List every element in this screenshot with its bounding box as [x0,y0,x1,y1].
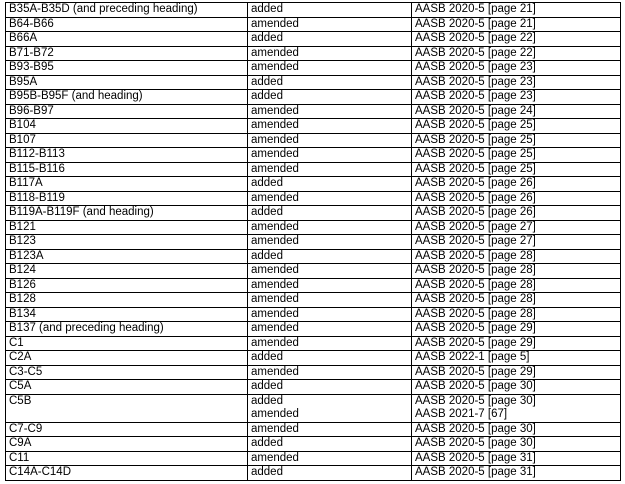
provision-cell: B107 [6,133,248,148]
amending-standard-text: AASB 2020-5 [page 30] [415,437,536,449]
amending-standard-text: AASB 2020-5 [page 23] [415,75,536,88]
provision-cell: B123A [6,249,248,264]
change-type-cell [248,394,412,422]
change-type-text: amended [251,61,299,73]
table-row [6,46,621,61]
provision-cell: C11 [6,451,248,466]
change-type-cell [248,133,412,148]
table-row [6,220,621,235]
change-type-cell [248,191,412,206]
table-row [6,278,621,293]
change-type-text: amended [251,46,299,59]
change-type-text: added [251,32,283,44]
amending-standard-cell [412,351,621,366]
amending-standard-cell [412,278,621,293]
amending-standard-cell [412,422,621,437]
change-type-text: added [251,206,283,218]
change-type-cell [248,249,412,264]
amending-standard-text: AASB 2022-1 [page 5] [415,351,530,363]
change-type-text: amended [251,17,299,30]
change-type-text: amended [251,336,299,349]
change-type-cell [248,61,412,76]
amending-standard-cell [412,249,621,264]
amending-standard-cell [412,394,621,422]
table-row [6,90,621,105]
provision-cell: B35A-B35D (and preceding heading) [6,3,248,18]
amending-standard-cell [412,177,621,192]
table-row [6,249,621,264]
amending-standard-cell [412,32,621,47]
change-type-text: amended [251,451,299,464]
amending-standard-text: AASB 2020-5 [page 26] [415,206,536,218]
change-type-text: amended [251,422,299,435]
change-type-text: added [251,466,283,478]
provision-cell: B64-B66 [6,17,248,32]
change-type-text: amended [251,148,299,160]
table-row [6,104,621,119]
provision-cell: B119A-B119F (and heading) [6,206,248,221]
amending-standard-text: AASB 2020-5 [page 22] [415,32,536,44]
provision-cell: B95B-B95F (and heading) [6,90,248,105]
amending-standard-cell [412,451,621,466]
change-type-text: amended [251,293,299,305]
amending-standard-cell [412,235,621,250]
change-type-text: added [251,75,283,88]
amending-standard-text: AASB 2020-5 [page 31] [415,466,536,478]
amending-standard-text: AASB 2020-5 [page 31] [415,451,536,464]
amending-standard-cell [412,133,621,148]
change-type-text: amended [251,133,299,146]
provision-cell: B71-B72 [6,46,248,61]
provision-cell: B121 [6,220,248,235]
provision-cell: C1 [6,336,248,351]
amending-standard-text: AASB 2020-5 [page 21] [415,3,536,15]
provision-cell: B118-B119 [6,191,248,206]
change-type-cell [248,90,412,105]
amending-standard-cell [412,206,621,221]
amending-standard-text: AASB 2020-5 [page 29] [415,322,536,334]
provision-cell: C7-C9 [6,422,248,437]
change-type-cell [248,17,412,32]
table-row [6,351,621,366]
amending-standard-text: AASB 2020-5 [page 28] [415,249,536,262]
provision-cell: B115-B116 [6,162,248,177]
amending-standard-cell [412,466,621,481]
change-type-cell [248,206,412,221]
table-row [6,380,621,395]
change-type-text: amended [251,162,299,175]
amending-standard-text: AASB 2020-5 [page 25] [415,148,536,160]
change-type-text: amended [251,307,299,320]
amending-standard-text: AASB 2020-5 [page 26] [415,191,536,204]
change-type-cell [248,380,412,395]
provision-cell: C5B [6,394,248,422]
amending-standard-text: AASB 2020-5 [page 29] [415,365,536,378]
amending-standard-text: AASB 2020-5 [page 30] [415,422,536,435]
amending-standard-text: AASB 2020-5 [page 21] [415,17,536,30]
amending-standard-text: AASB 2020-5 [page 22] [415,46,536,59]
provision-cell: B128 [6,293,248,308]
change-type-cell [248,148,412,163]
table-row [6,177,621,192]
amending-standard-cell [412,46,621,61]
change-type-text: amended [251,322,299,334]
amending-standard-text: AASB 2020-5 [page 28] [415,307,536,320]
amending-standard-text: AASB 2020-5 [page 25] [415,133,536,146]
change-type-text: amended [251,365,299,378]
amending-standard-text: AASB 2020-5 [page 26] [415,177,536,189]
change-type-cell [248,322,412,337]
provision-cell: B137 (and preceding heading) [6,322,248,337]
provision-cell: B123 [6,235,248,250]
change-type-cell [248,466,412,481]
table-row [6,336,621,351]
change-type-text: added [251,380,283,392]
change-type-text: amended [251,408,299,420]
amending-standard-cell [412,162,621,177]
table-row [6,148,621,163]
table-row [6,133,621,148]
amending-standard-text: AASB 2020-5 [page 24] [415,104,536,117]
amending-standard-cell [412,322,621,337]
amending-standard-cell [412,336,621,351]
table-row [6,394,621,422]
amending-standard-cell [412,119,621,134]
provision-cell: B117A [6,177,248,192]
change-type-cell [248,75,412,90]
change-type-text: amended [251,191,299,204]
change-type-cell [248,307,412,322]
change-type-cell [248,235,412,250]
change-type-text: amended [251,119,299,131]
amending-standard-text: AASB 2020-5 [page 27] [415,220,536,233]
provision-cell: C9A [6,437,248,452]
table-row [6,422,621,437]
provision-cell: C5A [6,380,248,395]
table-row [6,437,621,452]
table-row [6,162,621,177]
amending-standard-cell [412,61,621,76]
provision-cell: C2A [6,351,248,366]
provision-cell: B134 [6,307,248,322]
amending-standard-cell [412,264,621,279]
amending-standard-text: AASB 2020-5 [page 30] [415,394,536,407]
provision-cell: B112-B113 [6,148,248,163]
change-type-text: amended [251,104,299,117]
change-type-cell [248,293,412,308]
change-type-text: added [251,3,283,15]
amending-standard-text: AASB 2020-5 [page 28] [415,293,536,305]
provision-cell: C14A-C14D [6,466,248,481]
change-type-cell [248,177,412,192]
table-row [6,264,621,279]
amending-standard-cell [412,437,621,452]
change-type-cell [248,32,412,47]
amending-standard-cell [412,380,621,395]
amending-standard-cell [412,307,621,322]
change-type-cell [248,365,412,380]
amending-standard-cell [412,90,621,105]
change-type-text: added [251,90,283,102]
change-type-text: amended [251,264,299,276]
provision-cell: B96-B97 [6,104,248,119]
change-type-cell [248,46,412,61]
provision-cell: C3-C5 [6,365,248,380]
table-row [6,206,621,221]
provision-cell: B66A [6,32,248,47]
change-type-cell [248,220,412,235]
change-type-text: added [251,351,283,363]
amending-standard-cell [412,3,621,18]
change-type-text: amended [251,220,299,233]
change-type-text: amended [251,278,299,291]
change-type-cell [248,264,412,279]
amending-standard-text: AASB 2020-5 [page 23] [415,61,536,73]
table-row [6,466,621,481]
table-row [6,3,621,18]
amendments-table [5,2,621,481]
provision-cell: B104 [6,119,248,134]
amending-standard-cell [412,104,621,119]
table-row [6,293,621,308]
amending-standard-cell [412,293,621,308]
table-row [6,307,621,322]
change-type-cell [248,437,412,452]
amending-standard-text: AASB 2020-5 [page 29] [415,336,536,349]
table-row [6,17,621,32]
change-type-cell [248,451,412,466]
provision-cell: B95A [6,75,248,90]
amending-standard-text: AASB 2021-7 [67] [415,408,508,420]
change-type-cell [248,422,412,437]
change-type-cell [248,336,412,351]
table-row [6,365,621,380]
table-row [6,119,621,134]
provision-cell: B126 [6,278,248,293]
amending-standard-cell [412,17,621,32]
amending-standard-text: AASB 2020-5 [page 28] [415,264,536,276]
amending-standard-cell [412,75,621,90]
change-type-cell [248,351,412,366]
amending-standard-text: AASB 2020-5 [page 28] [415,278,536,291]
amending-standard-text: AASB 2020-5 [page 30] [415,380,536,392]
change-type-text: added [251,249,283,262]
amending-standard-text: AASB 2020-5 [page 23] [415,90,536,102]
change-type-cell [248,278,412,293]
table-row [6,322,621,337]
change-type-text: added [251,177,283,189]
change-type-cell [248,119,412,134]
change-type-text: added [251,437,283,449]
amending-standard-cell [412,220,621,235]
table-row [6,61,621,76]
table-row [6,235,621,250]
table-row [6,75,621,90]
table-row [6,191,621,206]
amending-standard-text: AASB 2020-5 [page 25] [415,162,536,175]
table-row [6,32,621,47]
amending-standard-cell [412,148,621,163]
change-type-text: added [251,394,283,407]
amending-standard-cell [412,191,621,206]
amendments-table-body [6,3,621,481]
amending-standard-text: AASB 2020-5 [page 27] [415,235,536,247]
change-type-cell [248,3,412,18]
provision-cell: B124 [6,264,248,279]
table-row [6,451,621,466]
change-type-cell [248,162,412,177]
change-type-cell [248,104,412,119]
amending-standard-cell [412,365,621,380]
amending-standard-text: AASB 2020-5 [page 25] [415,119,536,131]
change-type-text: amended [251,235,299,247]
provision-cell: B93-B95 [6,61,248,76]
